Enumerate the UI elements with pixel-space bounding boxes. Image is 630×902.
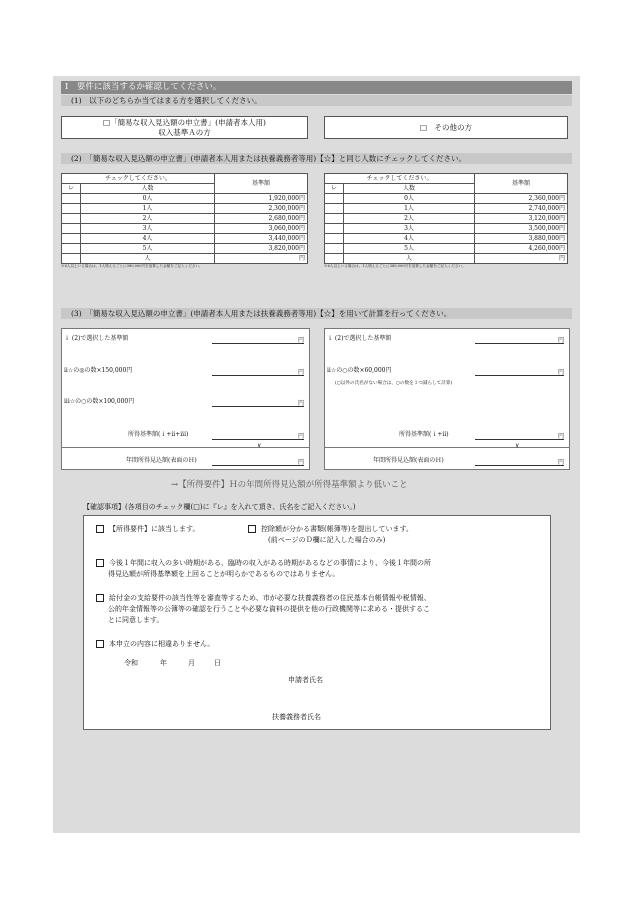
form-page bbox=[53, 76, 580, 833]
calc-line-1: ｉ (2)で選択した基準額 bbox=[327, 335, 392, 342]
calc-line-2-note: (○以外の氏名がない場合は、○の数を１つ減らして計算) bbox=[335, 381, 453, 386]
supporter-name-label: 扶養義務者氏名 bbox=[272, 713, 321, 721]
table-row[interactable]: 人 円 bbox=[325, 254, 568, 264]
checkbox[interactable] bbox=[96, 640, 104, 648]
right-table-note: ※6人以上いる場合は、1人増えるごとに380,000円を加算した金額をご記入ください。 bbox=[324, 264, 466, 268]
calc-sum-label: 所得基準額(ｉ+ii+iii) bbox=[128, 431, 189, 438]
confirm-item-truth[interactable]: 本申立の内容に相違ありません。 bbox=[96, 639, 214, 650]
check-cell[interactable] bbox=[325, 214, 344, 224]
table-row[interactable]: 人 円 bbox=[62, 254, 308, 264]
check-cell[interactable] bbox=[62, 234, 81, 244]
check-cell[interactable] bbox=[62, 214, 81, 224]
table-row[interactable]: 4人 3,880,000円 bbox=[325, 234, 568, 244]
check-cell[interactable] bbox=[62, 194, 81, 204]
check-cell[interactable] bbox=[325, 224, 344, 234]
check-cell[interactable] bbox=[62, 204, 81, 214]
check-cell[interactable] bbox=[325, 234, 344, 244]
confirm-item-income[interactable]: 【所得要件】に該当します。 bbox=[96, 524, 199, 535]
date-day[interactable]: 日 bbox=[214, 659, 221, 667]
confirm-item-documents[interactable]: 控除額が分かる書類(帳簿等)を提出しています。 bbox=[248, 524, 413, 535]
choice-other[interactable]: □ その他の方 bbox=[324, 116, 568, 139]
check-cell[interactable] bbox=[62, 224, 81, 234]
calc-sum-label: 所得基準額(ｉ+ii) bbox=[399, 431, 449, 438]
checkbox[interactable] bbox=[96, 594, 104, 602]
table-row[interactable]: 5人 3,820,000円 bbox=[62, 244, 308, 254]
applicant-name-label: 申請者氏名 bbox=[288, 676, 323, 684]
checkbox[interactable] bbox=[96, 525, 104, 533]
table-header-re: レ bbox=[62, 184, 81, 194]
question-1: (1) 以下のどちらか当てはまる方を選択してください。 bbox=[61, 95, 572, 106]
table-row[interactable]: 1人 2,300,000円 bbox=[62, 204, 308, 214]
table-header-people: 人数 bbox=[344, 184, 475, 194]
confirm-item-documents-sub: (前ページのＤ欄に記入した場合のみ) bbox=[268, 536, 386, 544]
check-cell[interactable] bbox=[325, 244, 344, 254]
confirmation-heading: 【確認事項】(各項目のチェック欄(□)に『レ』を入れて頂き、氏名をご記入ください。) bbox=[83, 503, 356, 511]
compare-sign: ∨ bbox=[515, 442, 520, 449]
calc-line-2: ii☆の○の数×60,000円 bbox=[327, 367, 392, 374]
left-annual-box: ∨ 年間所得見込額(表面のＨ) 円 bbox=[61, 448, 310, 470]
table-row[interactable]: 0人 1,920,000円 bbox=[62, 194, 308, 204]
table-row[interactable]: 1人 2,740,000円 bbox=[325, 204, 568, 214]
question-3: (3) 「簡易な収入見込額の申立書」(申請者本人用または扶養義務者等用)【☆】を用いて計算を行ってください。 bbox=[61, 308, 572, 319]
date-year[interactable]: 年 bbox=[160, 659, 167, 667]
right-calculation-box: ｉ (2)で選択した基準額 円 ii☆の○の数×60,000円 円 (○以外の氏名がない場合は、○の数を１つ減らして計算) 所得基準額(ｉ+ii) 円 bbox=[324, 328, 570, 448]
confirm-item-future-income[interactable]: 今後１年間に収入の多い時期がある、臨時の収入がある時期があるなどの事情により、今後１年間の所 bbox=[96, 558, 431, 569]
left-calculation-box: ｉ (2)で選択した基準額 円 ii☆の◎の数×150,000円 円 iii☆の○の数×100,000円 円 所得基準額(ｉ+ii+iii) 円 bbox=[61, 328, 310, 448]
left-table-note: ※6人以上いる場合は、1人増えるごとに380,000円を加算した金額をご記入ください。 bbox=[61, 264, 203, 268]
left-criteria-table bbox=[61, 173, 308, 269]
date-month[interactable]: 月 bbox=[188, 659, 195, 667]
right-criteria-table bbox=[324, 173, 568, 269]
check-cell[interactable] bbox=[62, 244, 81, 254]
table-row[interactable]: 0人 2,360,000円 bbox=[325, 194, 568, 204]
calc-line-1: ｉ (2)で選択した基準額 bbox=[64, 335, 129, 342]
confirm-item-consent[interactable]: 給付金の支給要件の該当性等を審査等するため、市が必要な扶養義務者の住民基本台帳情報や税情報、 bbox=[96, 593, 431, 604]
table-header-re: レ bbox=[325, 184, 344, 194]
choice-income-basis-a[interactable] bbox=[61, 116, 308, 139]
choice-a-line1: □「簡易な収入見込額の申立書」(申請者本人用) bbox=[103, 118, 266, 127]
check-cell[interactable] bbox=[325, 194, 344, 204]
checkbox[interactable] bbox=[248, 525, 256, 533]
calc-line-2: ii☆の◎の数×150,000円 bbox=[64, 367, 133, 374]
table-row[interactable]: 4人 3,440,000円 bbox=[62, 234, 308, 244]
table-header-people: 人数 bbox=[81, 184, 215, 194]
confirmation-box: 【所得要件】に該当します。 控除額が分かる書類(帳簿等)を提出しています。 (前ページのＤ欄に記入した場合のみ) 今後１年間に収入の多い時期がある、臨時の収入がある時期があるなどの事情により、今後１年間の所 得見込額が所得基準額を上回ることが明らかであるものではありません。 給付金の支給要件の該当性等を審査等するため、市が必要な扶養義務者の住民基本台帳情報や税情報、 公的年金情報等の公簿等の確認を行うことや必要な資料の提供を他の行政機関等に求める・提供するこ とに同意します。 本申立の内容に相違ありません。 令和 年 月 日 申請者氏名 扶養義務者氏名 bbox=[83, 515, 551, 730]
choice-a-line2: 収入基準Ａの方 bbox=[158, 128, 211, 137]
date-era: 令和 bbox=[124, 659, 138, 667]
annual-income-label: 年間所得見込額(表面のＨ) bbox=[373, 457, 444, 464]
compare-sign: ∨ bbox=[257, 442, 262, 449]
checkbox[interactable] bbox=[96, 559, 104, 567]
check-cell[interactable] bbox=[325, 254, 344, 264]
calc-line-3: iii☆の○の数×100,000円 bbox=[64, 398, 135, 405]
section-1-title: Ⅰ 要件に該当するか確認してください。 bbox=[61, 81, 572, 94]
table-row[interactable]: 2人 2,680,000円 bbox=[62, 214, 308, 224]
table-row[interactable]: 5人 4,260,000円 bbox=[325, 244, 568, 254]
table-row[interactable]: 2人 3,120,000円 bbox=[325, 214, 568, 224]
income-requirement-note: →【所得要件】Ｈの年間所得見込額が所得基準額より低いこと bbox=[171, 480, 408, 490]
table-header-amount: 基準額 bbox=[215, 174, 308, 194]
table-row[interactable]: 3人 3,500,000円 bbox=[325, 224, 568, 234]
table-row[interactable]: 3人 3,060,000円 bbox=[62, 224, 308, 234]
question-2: (2) 「簡易な収入見込額の申立書」(申請者本人用または扶養義務者等用)【☆】と同じ人数にチェックしてください。 bbox=[61, 153, 572, 164]
annual-income-label: 年間所得見込額(表面のＨ) bbox=[126, 457, 197, 464]
check-cell[interactable] bbox=[62, 254, 81, 264]
right-annual-box: ∨ 年間所得見込額(表面のＨ) 円 bbox=[324, 448, 570, 470]
table-header-check: チェックしてください。 bbox=[325, 174, 475, 184]
check-cell[interactable] bbox=[325, 204, 344, 214]
table-header-amount: 基準額 bbox=[475, 174, 568, 194]
table-header-check: チェックしてください。 bbox=[62, 174, 215, 184]
